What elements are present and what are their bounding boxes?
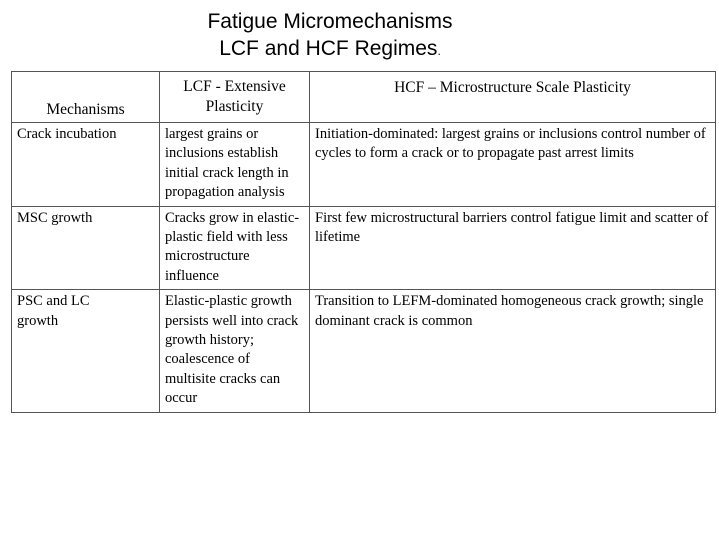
lcf-cell: largest grains or inclusions establish initial crack length in propagation analysis — [160, 123, 310, 207]
hcf-cell: First few microstructural barriers control fatigue limit and scatter of lifetime — [310, 206, 716, 290]
fatigue-regimes-table — [11, 71, 716, 413]
title-line-2-suffix: . — [437, 44, 441, 58]
mechanism-cell-text: PSC and LC growth — [17, 293, 90, 329]
hcf-cell: Transition to LEFM-dominated homogeneous crack growth; single dominant crack is common — [310, 290, 716, 412]
mechanism-cell: MSC growth — [12, 206, 160, 290]
table-header-row — [12, 72, 716, 123]
title-line-2 — [0, 35, 660, 65]
column-header-mechanisms: Mechanisms — [12, 72, 160, 123]
title-line-1: Fatigue Micromechanisms — [207, 10, 453, 33]
lcf-cell: Elastic-plastic growth persists well into crack growth history; coalescence of multisite cracks can occur — [160, 290, 310, 412]
column-header-lcf: LCF - Extensive Plasticity — [160, 72, 310, 123]
table-row — [12, 123, 716, 207]
mechanism-cell: Crack incubation — [12, 123, 160, 207]
column-header-hcf: HCF – Microstructure Scale Plasticity — [310, 72, 716, 123]
mechanism-cell — [12, 290, 160, 412]
table-row — [12, 206, 716, 290]
hcf-cell: Initiation-dominated: largest grains or inclusions control number of cycles to form a crack or to propagate past arrest limits — [310, 123, 716, 207]
title-line-2-text: LCF and HCF Regimes — [219, 37, 438, 60]
table-row — [12, 290, 716, 412]
slide-title — [0, 8, 660, 65]
lcf-cell: Cracks grow in elastic-plastic field with less microstructure influence — [160, 206, 310, 290]
